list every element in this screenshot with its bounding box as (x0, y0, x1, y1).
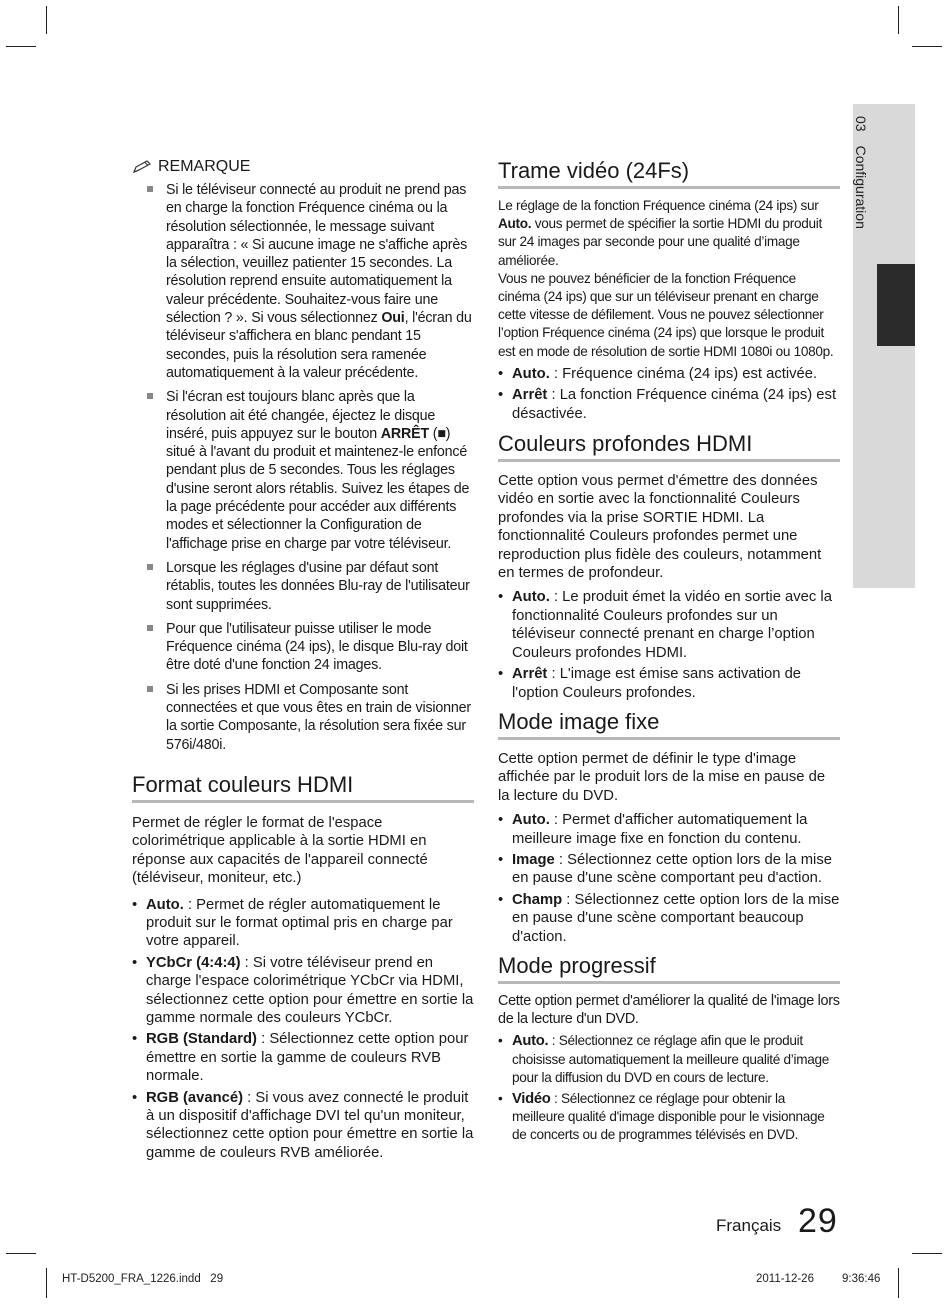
section-heading-couleurs-profondes: Couleurs profondes HDMI (498, 431, 840, 462)
crop-mark (898, 6, 899, 34)
right-column (498, 158, 840, 1148)
crop-mark (46, 1268, 47, 1298)
list-item: • Arrêt : La fonction Fréquence cinéma (24 ips) est désactivée. (512, 386, 840, 423)
list-item: • YCbCr (4:4:4) : Si votre téléviseur prend en charge l'espace colorimétrique YCbCr via HDMI, sélectionnez cette option pour émettre en sortie la gamme normale des couleurs YCbCr. (146, 954, 474, 1028)
option-list (498, 1032, 840, 1144)
section-heading-mode-progressif: Mode progressif (498, 953, 840, 984)
footer-language: Français (716, 1216, 782, 1235)
pencil-icon (132, 160, 154, 174)
left-column (132, 158, 474, 1165)
option-list (498, 588, 840, 701)
note-item: Si les prises HDMI et Composante sont connectées et que vous êtes en train de visionner la sortie Composante, la résolution sera fixée sur 576i/480i. (166, 681, 474, 754)
crop-mark (6, 1253, 36, 1254)
crop-mark (46, 6, 47, 34)
section-intro: Permet de régler le format de l'espace colorimétrique applicable à la sortie HDMI en réponse aux capacités de l'appareil connecté (téléviseur, moniteur, etc.) (132, 814, 428, 887)
section-heading-trame-video: Trame vidéo (24Fs) (498, 158, 840, 189)
option-list (498, 811, 840, 946)
note-item: Si l'écran est toujours blanc après que la résolution ait été changée, éjectez le disque inséré, puis appuyez sur le bouton ARRÊT (■) situé à l'avant du produit et maintenez-le enfoncé pendant plus de 5 secondes. Tous les réglages d'usine seront alors rétablis. Suivez les étapes de la page précédente pour accéder aux différents modes et sélectionner la Configuration de l'affichage prise en charge par votre téléviseur. (166, 388, 474, 553)
note-item: Pour que l'utilisateur puisse utiliser le mode Fréquence cinéma (24 ips), le disque Blu-ray doit être doté d'une fonction 24 images. (166, 620, 474, 675)
chapter-number: 03 (853, 116, 869, 132)
option-list (498, 365, 840, 423)
crop-mark (912, 46, 942, 47)
crop-mark (6, 46, 36, 47)
list-item: • Vidéo : Sélectionnez ce réglage pour obtenir la meilleure qualité d'image disponible pour le visionnage de concerts ou de programmes télévisés en DVD. (512, 1090, 840, 1145)
crop-mark (912, 1253, 942, 1254)
section-heading-format-couleurs: Format couleurs HDMI (132, 772, 474, 803)
note-list (132, 181, 474, 754)
note-heading (132, 158, 474, 176)
list-item: • Arrêt : L'image est émise sans activation de l'option Couleurs profondes. (512, 665, 840, 702)
slug-filename: HT-D5200_FRA_1226.indd 29 (62, 1273, 224, 1285)
note-item: Lorsque les réglages d'usine par défaut sont rétablis, toutes les données Blu-ray de l'utilisateur sont supprimées. (166, 559, 474, 614)
list-item: • Auto. : Fréquence cinéma (24 ips) est activée. (512, 365, 840, 383)
option-list (132, 896, 474, 1163)
list-item: • RGB (Standard) : Sélectionnez cette option pour émettre en sortie la gamme de couleurs RVB normale. (146, 1030, 474, 1085)
list-item: • Auto. : Sélectionnez ce réglage afin que le produit choisisse automatiquement la meilleure qualité d’image pour la diffusion du DVD en cours de lecture. (512, 1032, 840, 1087)
note-title: REMARQUE (158, 158, 251, 175)
page-number: 29 (798, 1202, 838, 1240)
section-intro: Cette option vous permet d'émettre des données vidéo en sortie avec la fonctionnalité Couleurs profondes via la prise SORTIE HDMI. La fonctionnalité Couleurs profondes permet une reproduction plus fidèle des couleurs, notamment en termes de profondeur. (498, 473, 822, 582)
list-item: • Champ : Sélectionnez cette option lors de la mise en pause d'une scène comportant beaucoup d'action. (512, 891, 840, 946)
crop-mark (898, 1268, 899, 1298)
section-intro: Cette option permet d'améliorer la qualité de l'image lors de la lecture d'un DVD. (498, 992, 840, 1028)
chapter-title: Configuration (853, 145, 869, 229)
list-item: • RGB (avancé) : Si vous avez connecté le produit à un dispositif d'affichage DVI tel qu'un moniteur, sélectionnez cette option pour émettre en sortie la gamme de couleurs RVB améliorée. (146, 1089, 474, 1163)
list-item: • Auto. : Permet de régler automatiquement le produit sur le format optimal pris en charge par votre appareil. (146, 896, 474, 951)
slug-date: 2011-12-26 (756, 1273, 814, 1285)
section-intro: Vous ne pouvez bénéficier de la fonction Fréquence cinéma (24 ips) que sur un téléviseur prenant en charge cette vitesse de défilement. Vous ne pouvez sélectionner l’option Fréquence cinéma (24 ips) que lorsque le produit est en mode de résolution de sortie HDMI 1080i ou 1080p. (498, 270, 834, 359)
list-item: • Auto. : Le produit émet la vidéo en sortie avec la fonctionnalité Couleurs profondes sur un téléviseur connecté prenant en charge l’option Couleurs profondes HDMI. (512, 588, 840, 662)
chapter-tab-label (845, 116, 885, 316)
section-intro: Cette option permet de définir le type d'image affichée par le produit lors de la mise en pause de la lecture du DVD. (498, 750, 826, 804)
list-item: • Auto. : Permet d'afficher automatiquement la meilleure image fixe en fonction du contenu. (512, 811, 840, 848)
note-item: Si le téléviseur connecté au produit ne prend pas en charge la fonction Fréquence cinéma ou la résolution sélectionnée, le message suivant apparaîtra : « Si aucune image ne s'affiche après la sélection, veuillez patienter 15 secondes. La résolution reprend ensuite automatiquement la valeur précédente. Souhaitez-vous faire une sélection ? ». Si vous sélectionnez Oui, l'écran du téléviseur s'affichera en blanc pendant 15 secondes, puis la résolution sera ramenée automatiquement à la valeur précédente. (166, 181, 474, 382)
list-item: • Image : Sélectionnez cette option lors de la mise en pause d'une scène comportant peu d'action. (512, 851, 840, 888)
section-heading-mode-image-fixe: Mode image fixe (498, 709, 840, 740)
section-intro: Le réglage de la fonction Fréquence cinéma (24 ips) sur Auto. vous permet de spécifier la sortie HDMI du produit sur 24 images par seconde pour une qualité d’image améliorée. (498, 198, 822, 268)
slug-time: 9:36:46 (842, 1273, 881, 1285)
